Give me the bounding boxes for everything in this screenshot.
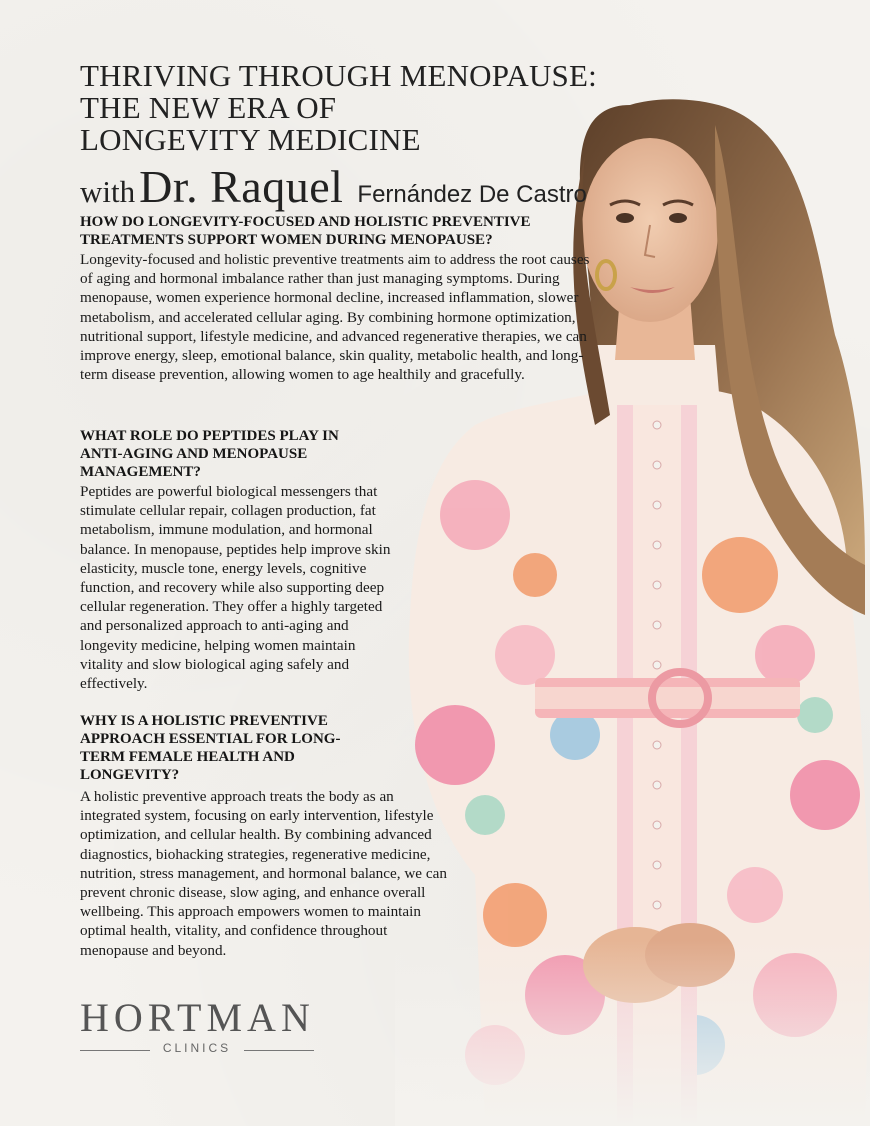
logo-rule-right [244, 1050, 314, 1051]
title-line-1: THRIVING THROUGH MENOPAUSE: [80, 58, 597, 93]
author-byline [80, 160, 620, 213]
article-title [80, 60, 600, 156]
author-name-last: Fernández De Castro [357, 181, 587, 208]
answer-3: A holistic preventive approach treats the body as an integrated system, focusing on early intervention, lifestyle optimization, and cellular health. By combining advanced diagnostics, biohacking strategies, regenerative medicine, nutrition, stress management, and hormonal balance, we can prevent chronic disease, slow aging, and enhance overall wellbeing. This approach empowers women to maintain optimal health, vitality, and confidence throughout menopause and beyond. [80, 788, 447, 959]
author-name-main: Dr. Raquel [139, 161, 344, 212]
title-line-3: LONGEVITY MEDICINE [80, 122, 421, 157]
title-line-2: THE NEW ERA OF [80, 90, 337, 125]
hortman-clinics-logo [80, 996, 314, 1060]
logo-subtitle: CLINICS [162, 1041, 232, 1055]
answer-1: Longevity-focused and holistic preventive treatments aim to address the root causes of aging and hormonal imbalance rather than just managing symptoms. During menopause, women experience hormonal decline, increased inflammation, slower metabolism, and accelerated cellular aging. By combining hormone optimization, nutritional support, lifestyle medicine, and advanced regenerative therapies, we can improve energy, sleep, emotional balance, skin quality, metabolic health, and long-term disease prevention, allowing women to age healthily and gracefully. [80, 251, 590, 384]
question-3: WHY IS A HOLISTIC PREVENTIVE APPROACH ESSENTIAL FOR LONG-TERM FEMALE HEALTH AND LONGEVITY? [80, 713, 341, 783]
byline-with: with [80, 174, 136, 209]
question-2: WHAT ROLE DO PEPTIDES PLAY IN ANTI-AGING AND MENOPAUSE MANAGEMENT? [80, 428, 339, 480]
answer-2: Peptides are powerful biological messengers that stimulate cellular repair, collagen production, fat metabolism, immune modulation, and hormonal balance. In menopause, peptides help improve skin elasticity, muscle tone, energy levels, cognitive function, and recovery while also supporting deep cellular regeneration. They offer a highly targeted and personalized approach to anti-aging and longevity medicine, helping women maintain vitality and slow biological aging safely and effectively. [80, 483, 391, 693]
logo-wordmark: HORTMAN [80, 995, 315, 1040]
question-1: HOW DO LONGEVITY-FOCUSED AND HOLISTIC PREVENTIVE TREATMENTS SUPPORT WOMEN DURING MENOPAUSE? [80, 214, 531, 248]
